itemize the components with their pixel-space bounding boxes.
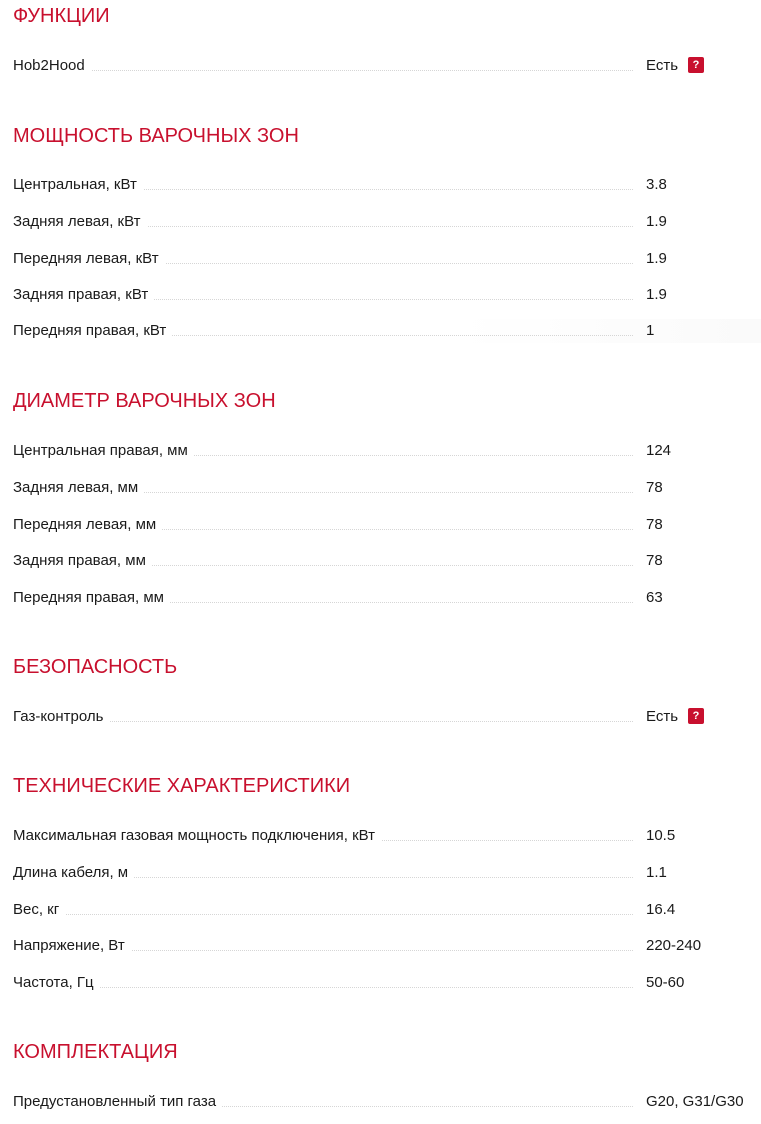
dotted-leader [13, 914, 633, 915]
spec-value [646, 707, 704, 727]
spec-value-text: 1 [646, 322, 655, 339]
spec-row [0, 283, 761, 307]
spec-value [646, 936, 701, 956]
section-title: ФУНКЦИИ [13, 5, 110, 27]
spec-label: Частота, Гц [13, 973, 100, 993]
spec-value [646, 249, 667, 269]
spec-label: Передняя левая, кВт [13, 249, 165, 269]
spec-row [0, 898, 761, 922]
spec-value [646, 515, 663, 535]
spec-row [0, 586, 761, 610]
help-icon[interactable]: ? [688, 708, 704, 724]
spec-row [0, 934, 761, 958]
spec-label: Передняя правая, мм [13, 588, 170, 608]
spec-value [646, 56, 704, 76]
spec-value [646, 1092, 744, 1112]
spec-row [0, 824, 761, 848]
spec-label: Передняя левая, мм [13, 515, 162, 535]
section-title: МОЩНОСТЬ ВАРОЧНЫХ ЗОН [13, 125, 299, 147]
spec-value-text: 63 [646, 589, 663, 606]
spec-label: Максимальная газовая мощность подключения, кВт [13, 826, 381, 846]
spec-value-text: 220-240 [646, 937, 702, 954]
spec-value [646, 826, 675, 846]
dotted-leader [13, 70, 633, 71]
section-title: ТЕХНИЧЕСКИЕ ХАРАКТЕРИСТИКИ [13, 775, 351, 797]
spec-row [0, 705, 761, 729]
help-icon[interactable]: ? [688, 57, 704, 73]
spec-value [646, 321, 654, 341]
spec-value-text: Есть [646, 708, 679, 725]
spec-row [0, 513, 761, 537]
spec-label: Задняя правая, мм [13, 551, 152, 571]
spec-value [646, 900, 675, 920]
spec-value-text: 16.4 [646, 901, 676, 918]
section-title: ДИАМЕТР ВАРОЧНЫХ ЗОН [13, 390, 276, 412]
spec-value-text: 50-60 [646, 974, 685, 991]
spec-row [0, 549, 761, 573]
spec-label: Центральная правая, мм [13, 441, 194, 461]
spec-value-text: 78 [646, 516, 663, 533]
spec-value-text: 124 [646, 442, 672, 459]
spec-label: Вес, кг [13, 900, 65, 920]
spec-label: Задняя левая, мм [13, 478, 144, 498]
spec-value-text: 1.9 [646, 286, 667, 303]
spec-value-text: Есть [646, 57, 679, 74]
spec-label: Предустановленный тип газа [13, 1092, 222, 1112]
spec-value [646, 551, 663, 571]
spec-value-text: 1.9 [646, 213, 667, 230]
spec-value [646, 478, 663, 498]
section-title: КОМПЛЕКТАЦИЯ [13, 1041, 178, 1063]
spec-value-text: 78 [646, 552, 663, 569]
spec-label: Газ-контроль [13, 707, 109, 727]
spec-row [0, 247, 761, 271]
dotted-leader [13, 987, 633, 988]
spec-label: Длина кабеля, м [13, 863, 134, 883]
spec-label: Hob2Hood [13, 56, 91, 76]
spec-value-text: G20, G31/G30 [646, 1093, 744, 1110]
spec-value [646, 863, 667, 883]
spec-row [0, 476, 761, 500]
spec-value-text: 3.8 [646, 176, 667, 193]
spec-row [0, 173, 761, 197]
spec-value-text: 1.1 [646, 864, 667, 881]
spec-value-text: 10.5 [646, 827, 676, 844]
spec-value-text: 78 [646, 479, 663, 496]
spec-value [646, 285, 667, 305]
spec-row [0, 1090, 761, 1114]
section-title: БЕЗОПАСНОСТЬ [13, 656, 178, 678]
spec-row [0, 971, 761, 995]
spec-value [646, 588, 663, 608]
spec-row [0, 319, 761, 343]
spec-row [0, 861, 761, 885]
spec-label: Задняя левая, кВт [13, 212, 147, 232]
spec-label: Центральная, кВт [13, 175, 143, 195]
spec-row [0, 54, 761, 78]
spec-label: Напряжение, Вт [13, 936, 131, 956]
spec-row [0, 439, 761, 463]
spec-value [646, 175, 667, 195]
spec-value [646, 441, 671, 461]
spec-value [646, 973, 684, 993]
spec-value-text: 1.9 [646, 250, 667, 267]
spec-label: Задняя правая, кВт [13, 285, 154, 305]
spec-row [0, 210, 761, 234]
spec-value [646, 212, 667, 232]
spec-label: Передняя правая, кВт [13, 321, 172, 341]
